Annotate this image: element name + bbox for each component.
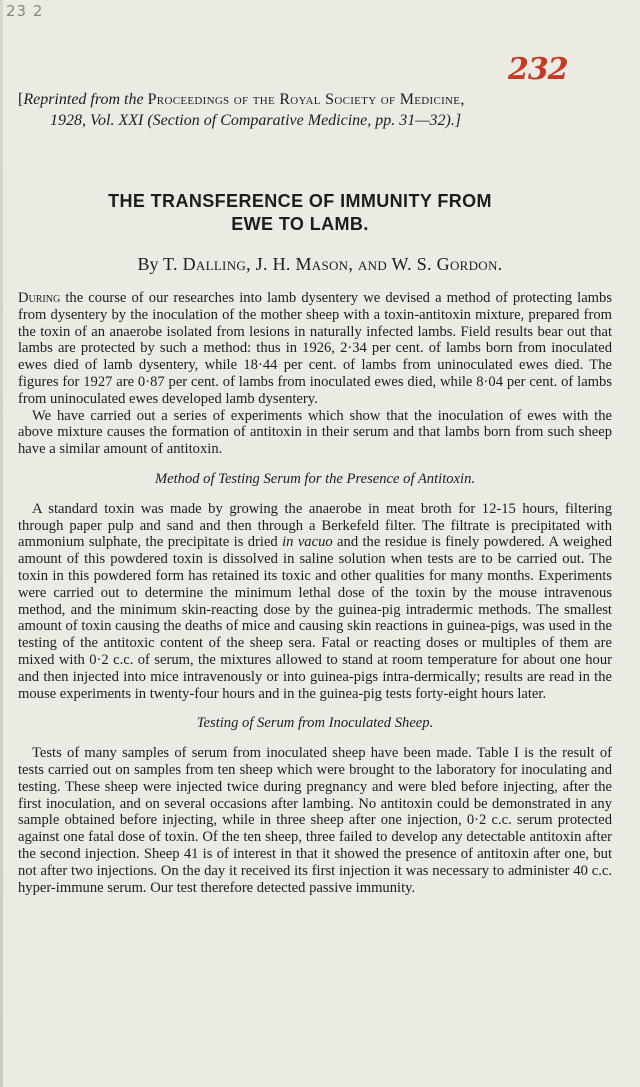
paragraph-1 <box>18 290 612 408</box>
page-edge <box>0 0 3 1087</box>
reprint-notice <box>18 89 618 131</box>
byline-by: By <box>137 254 159 274</box>
paragraph-3-part-1: A standard toxin was made by growing the anaerobe in meat broth for 12-15 hours, filtering through paper pulp and sand and then through a Berkefeld filter. The filtrate is precipitated with ammonium sulphate, the precipitate is dried <box>18 500 612 551</box>
section-heading-method: Method of Testing Serum for the Presence of Antitoxin. <box>154 470 476 487</box>
opening-word: During <box>18 290 61 306</box>
reprint-bracket: [ <box>18 91 24 108</box>
title-line-2: EWE TO LAMB. <box>231 214 369 234</box>
reprint-italic: Reprinted from the <box>23 91 144 108</box>
reprint-source: Proceedings of the Royal Society of Medicine, <box>147 91 465 108</box>
paragraph-3-italic: in vacuo <box>282 534 333 551</box>
author-names: T. Dalling, J. H. Mason, and W. S. Gordon. <box>163 254 503 274</box>
paper-title <box>0 190 600 236</box>
article-body <box>18 290 612 896</box>
paragraph-1-text: the course of our researches into lamb dysentery we devised a method of protecting lambs from dysentery by the inoculation of the mother sheep with a toxin-antitoxin mixture, prepared from the toxin of an anaerobe isolated from lesions in naturally infected lambs. Field results bear out that lambs are protected by such a method: thus in 1926, 2·34 per cent. of lambs born from inoculated ewes died of lamb dysentery, while 18·44 per cent. of lambs from uninoculated ewes died. The figures for 1927 are 0·87 per cent. of lambs from inoculated ewes died, while 8·04 per cent. of lambs from uninoculated ewes developed lamb dysentery. <box>18 290 612 407</box>
handwritten-page-number: 23 2 <box>6 2 44 20</box>
paragraph-3-part-2: and the residue is finely powdered. A weighed amount of this powdered toxin is dissolved in saline solution when tests are to be carried out. The toxin in this powdered form has retained its toxic and other qualities for many months. Experiments were carried out to determine the minimum lethal dose of the toxin by the mouse intravenous method, and the minimum skin-reacting dose by the guinea-pig intradermic methods. The smallest amount of toxin causing the deaths of mice and causing skin reactions in guinea-pigs, was used in the testing of the antitoxic content of the sheep sera. Fatal or reacting doses or multiples of them are mixed with 0·2 c.c. of serum, the mixtures allowed to stand at room temperature for about one hour and then injected into mice intravenously or into guinea-pigs intra-dermically; results are read in the mouse experiments in twenty-four hours and in the guinea-pig tests forty-eight hours later. <box>18 534 613 702</box>
byline <box>0 254 640 275</box>
reprint-citation: 1928, Vol. XXI (Section of Comparative Medicine, pp. 31—32).] <box>50 112 462 129</box>
section-heading-testing: Testing of Serum from Inoculated Sheep. <box>196 715 434 732</box>
title-line-1: THE TRANSFERENCE OF IMMUNITY FROM <box>108 191 492 211</box>
paragraph-2: We have carried out a series of experiments which show that the inoculation of ewes with the above mixture causes the formation of antitoxin in their serum and that lambs born from such sheep have a similar amount of antitoxin. <box>18 407 612 458</box>
paragraph-4: Tests of many samples of serum from inoculated sheep have been made. Table I is the result of tests carried out on samples from ten sheep which were brought to the laboratory for inoculating and testing. These sheep were injected twice during pregnancy and were bled before injecting, after the first inoculation, and on several occasions after lambing. No antitoxin could be demonstrated in any sample obtained before injecting, while in three sheep after one injection, 0·2 c.c. serum protected against one fatal dose of toxin. Of the ten sheep, three failed to develop any detectable antitoxin after the second injection. Sheep 41 is of interest in that it showed the presence of antitoxin after one, but not after two injections. On the day it received its first injection it was necessary to administer 40 c.c. hyper-immune serum. Our test therefore detected passive immunity. <box>18 745 612 896</box>
red-handwritten-number: 232 <box>508 52 568 87</box>
paragraph-3 <box>18 501 612 703</box>
